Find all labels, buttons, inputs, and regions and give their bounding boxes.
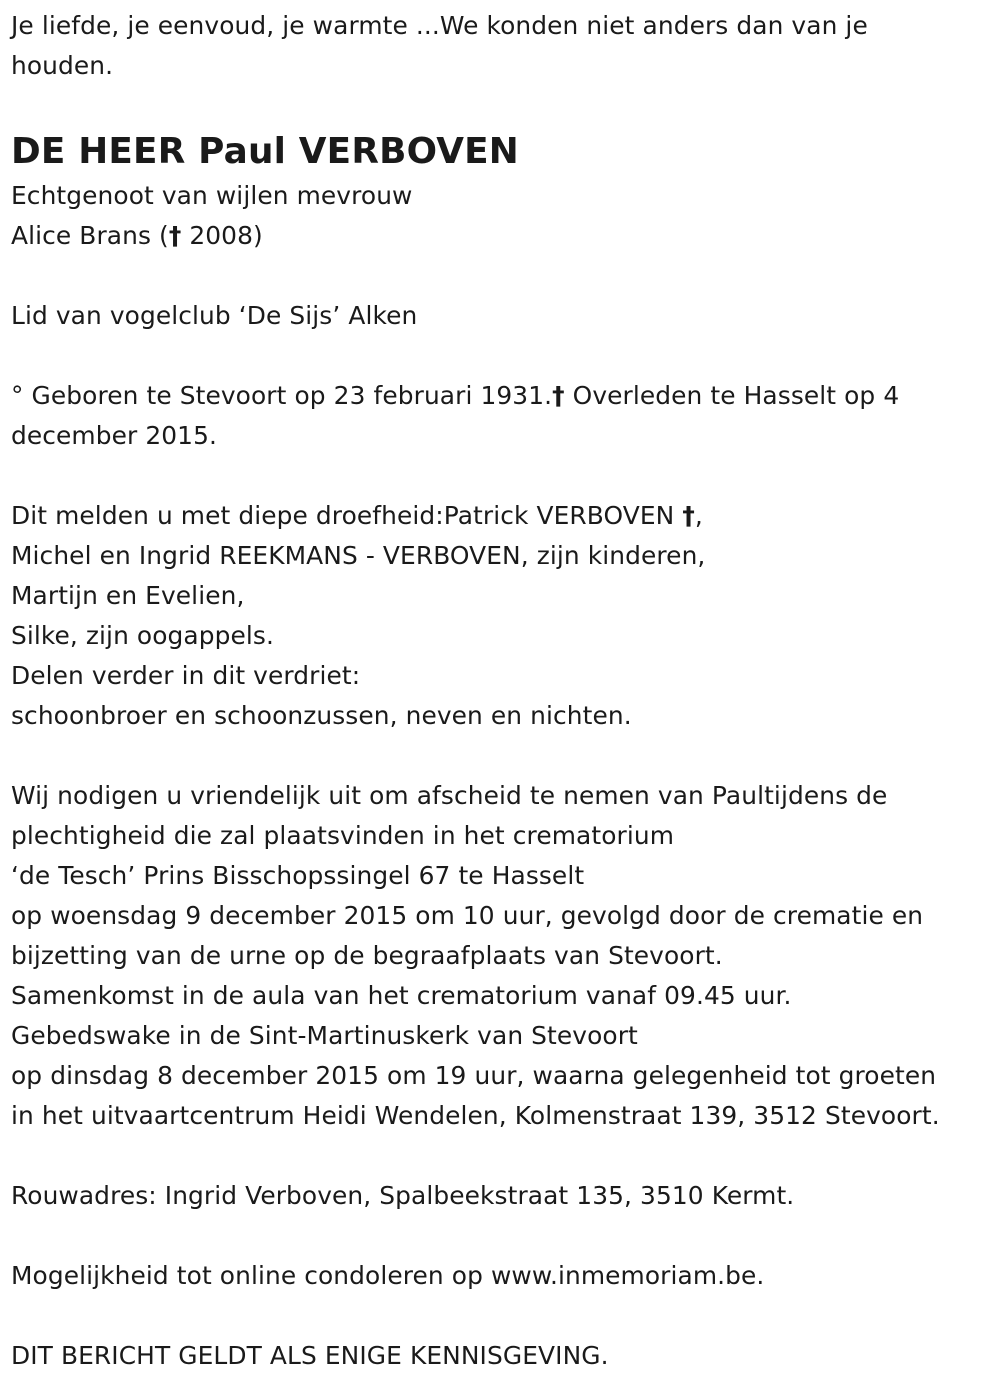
intro-line-1: Je liefde, je eenvoud, je warmte ...We konden niet anders dan van je	[11, 11, 868, 40]
ceremony-line-6: Samenkomst in de aula van het crematorium vanaf 09.45 uur.	[11, 981, 792, 1010]
ceremony-line-8: op dinsdag 8 december 2015 om 19 uur, waarna gelegenheid tot groeten	[11, 1061, 937, 1090]
spacer	[11, 1216, 996, 1256]
family-comma: ,	[694, 501, 703, 530]
birth-text: ° Geboren te Stevoort op 23 februari 1931.	[11, 381, 553, 410]
ceremony-line-2: plechtigheid die zal plaatsvinden in het crematorium	[11, 821, 675, 850]
ceremony-line-7: Gebedswake in de Sint-Martinuskerk van Stevoort	[11, 1021, 638, 1050]
ceremony-line-9: in het uitvaartcentrum Heidi Wendelen, Kolmenstraat 139, 3512 Stevoort.	[11, 1101, 940, 1130]
online-condolences: Mogelijkheid tot online condoleren op www.inmemoriam.be.	[11, 1261, 765, 1290]
obituary-document	[11, 6, 996, 1376]
spouse-info	[11, 176, 996, 256]
dates-line-2: december 2015.	[11, 421, 218, 450]
spacer	[11, 456, 996, 496]
spouse-line-2	[11, 216, 996, 256]
family-line-5: Delen verder in dit verdriet:	[11, 661, 361, 690]
ceremony-line-5: bijzetting van de urne op de begraafplaats van Stevoort.	[11, 941, 723, 970]
dates-line-1	[11, 376, 996, 416]
spacer	[11, 1136, 996, 1176]
death-text: Overleden te Hasselt op 4	[564, 381, 900, 410]
family-announcement	[11, 496, 996, 736]
intro-quote	[11, 6, 996, 86]
ceremony-line-1: Wij nodigen u vriendelijk uit om afscheid te nemen van Paultijdens de	[11, 781, 888, 810]
ceremony-line-3: ‘de Tesch’ Prins Bisschopssingel 67 te Hasselt	[11, 861, 585, 890]
official-notice: DIT BERICHT GELDT ALS ENIGE KENNISGEVING.	[11, 1341, 609, 1370]
family-line-6: schoonbroer en schoonzussen, neven en nichten.	[11, 701, 632, 730]
family-line-2: Michel en Ingrid REEKMANS - VERBOVEN, zijn kinderen,	[11, 541, 706, 570]
spacer	[11, 736, 996, 776]
family-line-1	[11, 496, 996, 536]
birth-death-dates	[11, 376, 996, 456]
spacer	[11, 86, 996, 128]
spacer	[11, 336, 996, 376]
cross-icon: †	[168, 221, 182, 250]
family-intro-text: Dit melden u met diepe droefheid:Patrick VERBOVEN	[11, 501, 683, 530]
family-line-4: Silke, zijn oogappels.	[11, 621, 274, 650]
intro-line-2: houden.	[11, 51, 114, 80]
family-line-3: Martijn en Evelien,	[11, 581, 245, 610]
mourning-address: Rouwadres: Ingrid Verboven, Spalbeekstraat 135, 3510 Kermt.	[11, 1181, 795, 1210]
cross-icon: †	[552, 381, 565, 410]
spouse-year-text: 2008)	[181, 221, 263, 250]
ceremony-line-4: op woensdag 9 december 2015 om 10 uur, gevolgd door de crematie en	[11, 901, 924, 930]
cross-icon: †	[682, 501, 695, 530]
spacer	[11, 256, 996, 296]
ceremony-details	[11, 776, 996, 1136]
spouse-name-text: Alice Brans (	[11, 221, 169, 250]
spacer	[11, 1296, 996, 1336]
membership-line: Lid van vogelclub ‘De Sijs’ Alken	[11, 301, 418, 330]
deceased-name: DE HEER Paul VERBOVEN	[11, 131, 519, 172]
spouse-line-1: Echtgenoot van wijlen mevrouw	[11, 181, 413, 210]
